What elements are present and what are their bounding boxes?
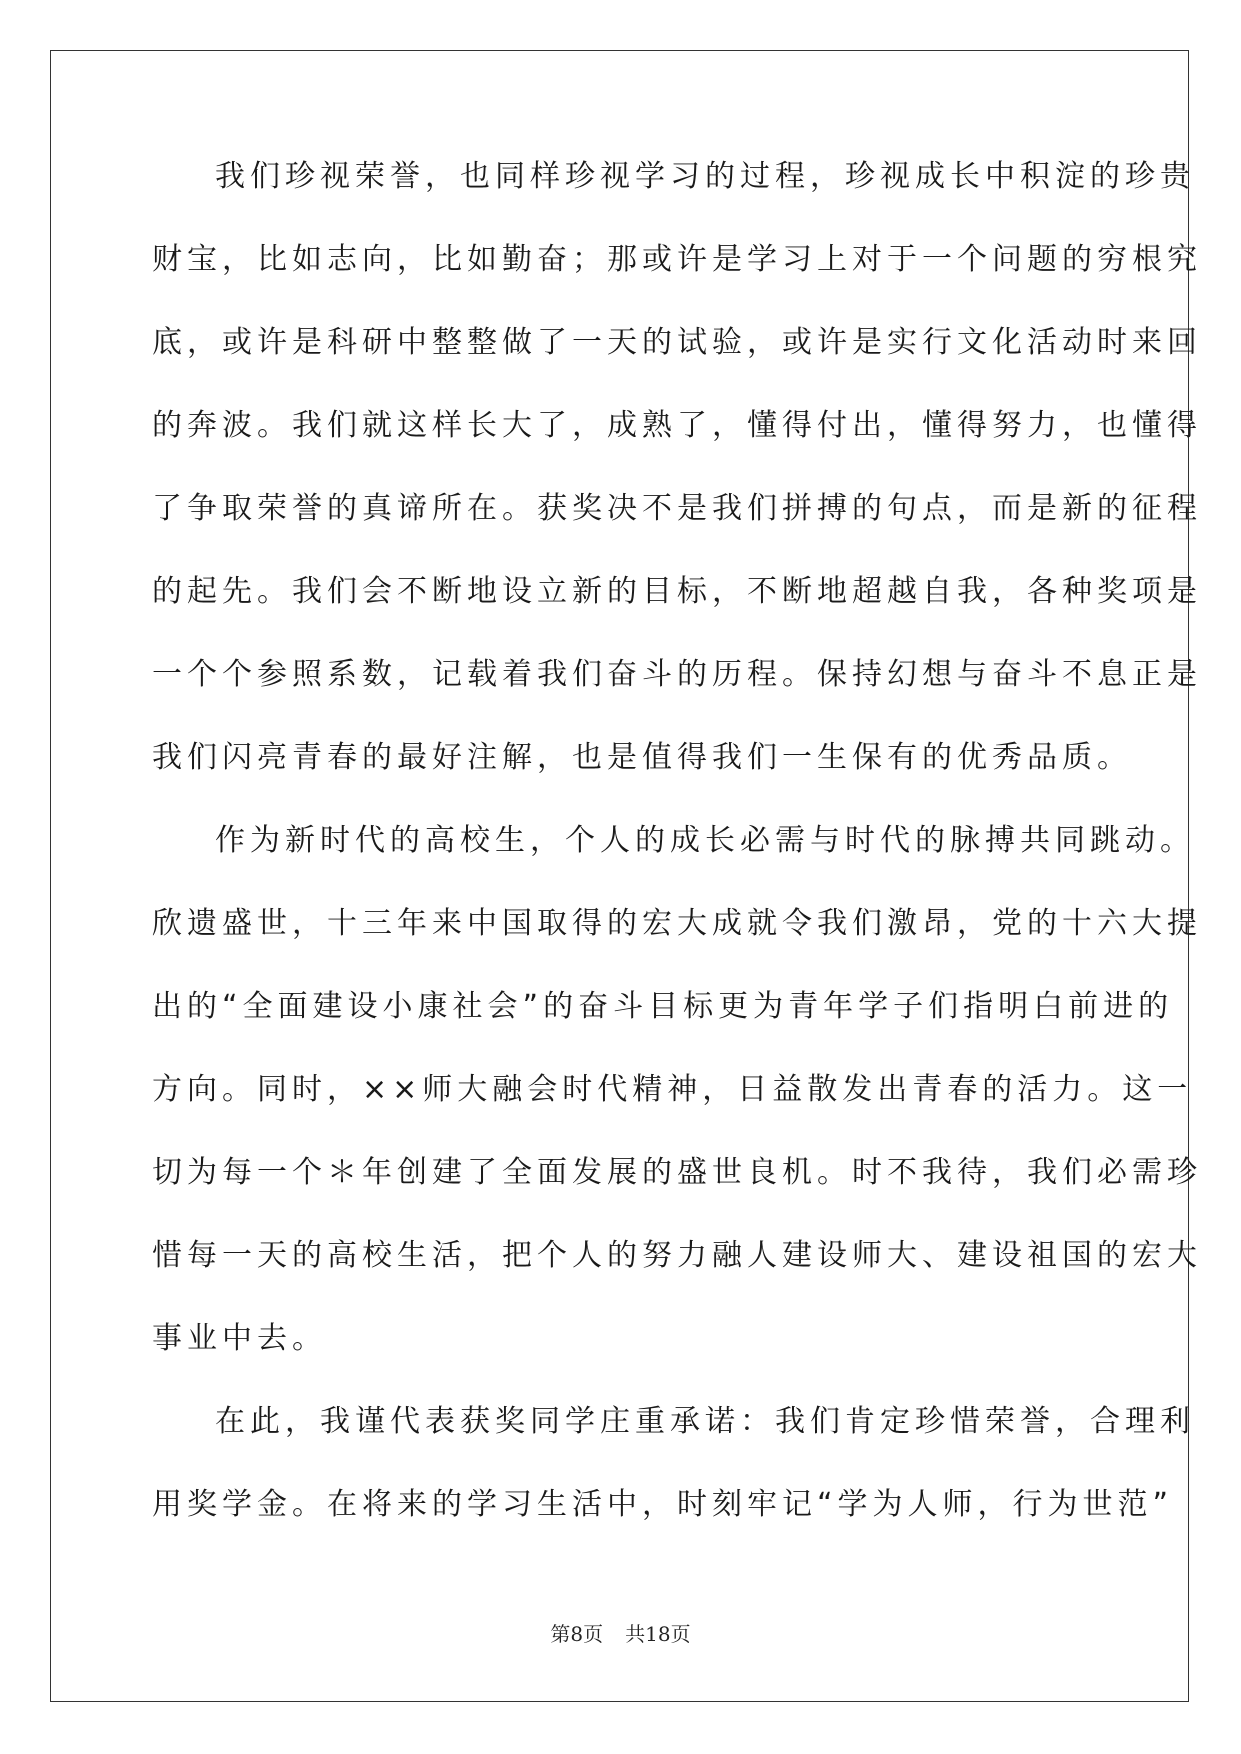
- text-line: 一个个参照系数，记载着我们奋斗的历程。保持幻想与奋斗不息正是: [152, 657, 1202, 692]
- text-line: 底，或许是科研中整整做了一天的试验，或许是实行文化活动时来回: [152, 325, 1202, 360]
- text-line: 用奖学金。在将来的学习生活中，时刻牢记“学为人师，行为世范”: [152, 1487, 1174, 1522]
- text-line: 作为新时代的高校生，个人的成长必需与时代的脉搏共同跳动。: [215, 823, 1195, 858]
- text-line: 切为每一个＊年创建了全面发展的盛世良机。时不我待，我们必需珍: [152, 1155, 1202, 1190]
- text-line: 的奔波。我们就这样长大了，成熟了，懂得付出，懂得努力，也懂得: [152, 408, 1202, 443]
- page-total: 共18页: [625, 1622, 691, 1646]
- text-line: 事业中去。: [152, 1321, 327, 1356]
- text-line: 惜每一天的高校生活，把个人的努力融人建设师大、建设祖国的宏大: [152, 1238, 1202, 1273]
- document-body: [152, 159, 1202, 1573]
- text-line: 在此，我谨代表获奖同学庄重承诺：我们肯定珍惜荣誉，合理利: [215, 1404, 1195, 1439]
- page-number: 第8页: [550, 1622, 604, 1646]
- text-line: 财宝，比如志向，比如勤奋；那或许是学习上对于一个问题的穷根究: [152, 242, 1202, 277]
- text-line: 欣遗盛世，十三年来中国取得的宏大成就令我们激昂，党的十六大提: [152, 906, 1202, 941]
- text-line: 我们珍视荣誉，也同样珍视学习的过程，珍视成长中积淀的珍贵: [215, 159, 1195, 194]
- text-line: 我们闪亮青春的最好注解，也是值得我们一生保有的优秀品质。: [152, 740, 1132, 775]
- text-line: 出的“全面建设小康社会”的奋斗目标更为青年学子们指明白前进的: [152, 989, 1174, 1024]
- text-line: 方向。同时，××师大融会时代精神，日益散发出青春的活力。这一: [152, 1072, 1193, 1107]
- text-line: 的起先。我们会不断地设立新的目标，不断地超越自我，各种奖项是: [152, 574, 1202, 609]
- text-line: 了争取荣誉的真谛所在。获奖决不是我们拼搏的句点，而是新的征程: [152, 491, 1202, 526]
- page-footer: [0, 1623, 1241, 1645]
